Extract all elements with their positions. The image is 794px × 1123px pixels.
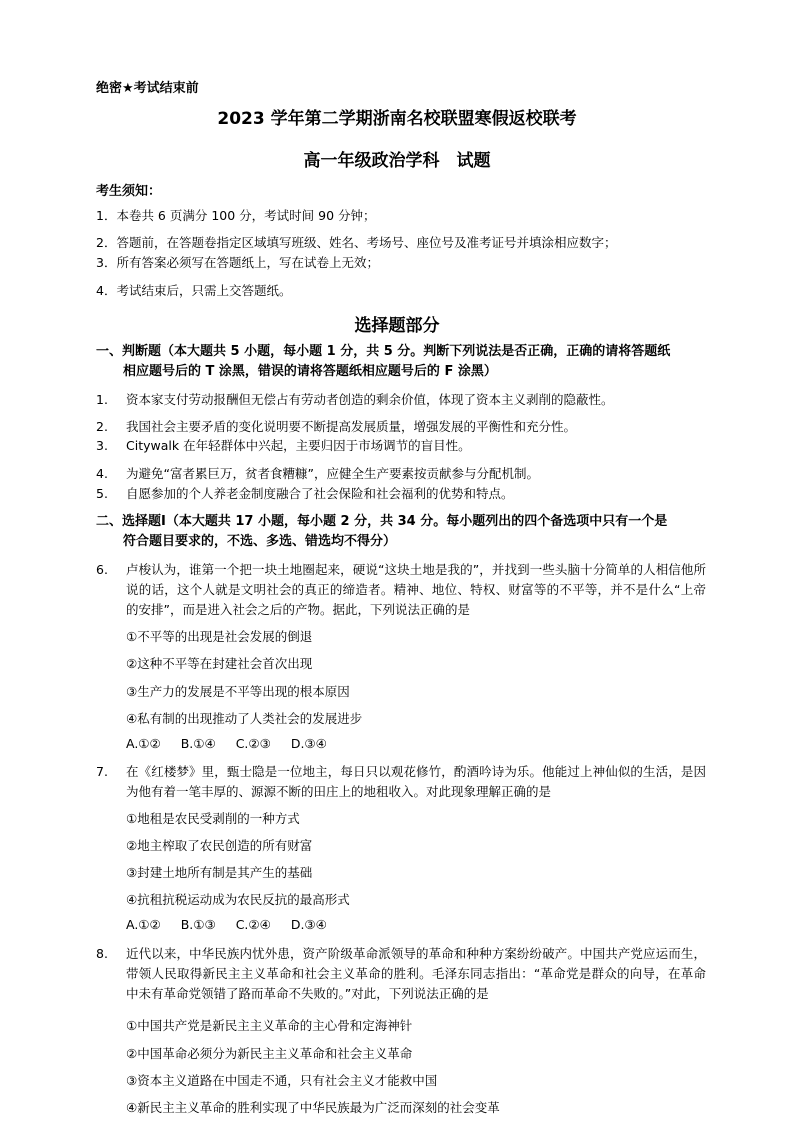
question-option: ③资本主义道路在中国走不通，只有社会主义才能救中国 (126, 1073, 438, 1088)
item-text: 为避免“富者累巨万，贫者食糟糠”，应健全生产要素按贡献参与分配机制。 (126, 466, 539, 481)
choice-c: C.②③ (235, 736, 271, 751)
choice-a: A.①② (126, 917, 161, 932)
question-option: ①不平等的出现是社会发展的倒退 (126, 629, 313, 644)
judgement-item (96, 436, 706, 454)
question-option: ④抗租抗税运动成为农民反抗的最高形式 (126, 892, 350, 907)
section-heading-line: 符合题目要求的，不选、多选、错选均不得分） (123, 534, 397, 549)
question-number: 8. (96, 946, 108, 961)
item-number: 1. (96, 392, 108, 407)
item-text: 自愿参加的个人养老金制度融合了社会保险和社会福利的优势和特点。 (126, 486, 514, 501)
exam-title: 2023 学年第二学期浙南名校联盟寒假返校联考 (217, 109, 577, 129)
choice-b: B.①③ (180, 917, 216, 932)
choice-d: D.③④ (290, 736, 327, 751)
judgement-item (96, 484, 706, 502)
question-number: 6. (96, 562, 108, 577)
question-6 (96, 560, 706, 620)
item-text: 我国社会主要矛盾的变化说明要不断提高发展质量，增强发展的平衡性和充分性。 (126, 419, 577, 434)
item-number: 4. (96, 466, 108, 481)
question-option: ④私有制的出现推动了人类社会的发展进步 (126, 711, 363, 726)
question-option: ①中国共产党是新民主主义革命的主心骨和定海神针 (126, 1018, 413, 1033)
section-heading-line: 一、判断题（本大题共 5 小题，每小题 1 分，共 5 分。判断下列说法是否正确，正确的请将答题纸 (96, 344, 671, 359)
confidential-mark: 绝密★考试结束前 (96, 81, 199, 96)
question-option: ②中国革命必须分为新民主主义革命和社会主义革命 (126, 1046, 413, 1061)
answer-choices (126, 736, 347, 751)
judgement-item (96, 464, 706, 482)
question-stem: 卢梭认为，谁第一个把一块土地圈起来，硬说“这块土地是我的”，并找到一些头脑十分简单的人相信他所说的话，这个人就是文明社会的真正的缔造者。精神、地位、特权、财富等的不平等，并不是什么“上帝的安排”，而是进入社会之后的产物。据此，下列说法正确的是 (126, 562, 706, 617)
choice-b: B.①④ (180, 736, 216, 751)
item-number: 2. (96, 419, 108, 434)
exam-subtitle: 高一年级政治学科 试题 (303, 151, 491, 171)
question-stem: 近代以来，中华民族内忧外患，资产阶级革命派领导的革命和种种方案纷纷破产。中国共产党应运而生，带领人民取得新民主主义革命和社会主义革命的胜利。毛泽东同志指出：“革命党是群众的向导，在革命中未有革命党领错了路而革命不失败的。”对此，下列说法正确的是 (126, 946, 706, 1001)
item-text: 资本家支付劳动报酬但无偿占有劳动者创造的剩余价值，体现了资本主义剥削的隐蔽性。 (126, 392, 614, 407)
notice-item: 4．考试结束后，只需上交答题纸。 (96, 283, 292, 298)
question-option: ③生产力的发展是不平等出现的根本原因 (126, 684, 350, 699)
answer-choices (126, 917, 347, 932)
item-text: Citywalk 在年轻群体中兴起，主要归因于市场调节的盲目性。 (126, 438, 471, 453)
question-option: ④新民主主义革命的胜利实现了中华民族最为广泛而深刻的社会变革 (126, 1100, 500, 1115)
choice-c: C.②④ (235, 917, 271, 932)
judgement-item (96, 417, 706, 435)
section-heading-judgement (96, 342, 706, 382)
question-option: ①地租是农民受剥削的一种方式 (126, 811, 300, 826)
question-option: ②这种不平等在封建社会首次出现 (126, 656, 313, 671)
judgement-item (96, 390, 706, 408)
part-title: 选择题部分 (354, 316, 440, 336)
notice-item: 3．所有答案必须写在答题纸上，写在试卷上无效； (96, 255, 379, 270)
section-heading-choice (96, 512, 706, 552)
question-8 (96, 944, 706, 1004)
notice-item: 1．本卷共 6 页满分 100 分，考试时间 90 分钟； (96, 208, 376, 223)
section-heading-line: 相应题号后的 T 涂黑，错误的请将答题纸相应题号后的 F 涂黑） (123, 364, 497, 379)
choice-d: D.③④ (290, 917, 327, 932)
item-number: 3. (96, 438, 108, 453)
notice-item: 2．答题前，在答题卷指定区域填写班级、姓名、考场号、座位号及准考证号并填涂相应数字； (96, 235, 617, 250)
question-number: 7. (96, 764, 108, 779)
question-7 (96, 762, 706, 802)
item-number: 5. (96, 486, 108, 501)
notice-heading: 考生须知： (96, 184, 162, 199)
section-heading-line: 二、选择题Ⅰ（本大题共 17 小题，每小题 2 分，共 34 分。每小题列出的四个备选项中只有一个是 (96, 514, 668, 529)
choice-a: A.①② (126, 736, 161, 751)
question-stem: 在《红楼梦》里，甄士隐是一位地主，每日只以观花修竹，酌酒吟诗为乐。他能过上神仙似的生活，是因为他有着一笔丰厚的、源源不断的田庄上的地租收入。对此现象理解正确的是 (126, 764, 706, 799)
question-option: ③封建土地所有制是其产生的基础 (126, 865, 313, 880)
question-option: ②地主榨取了农民创造的所有财富 (126, 838, 313, 853)
